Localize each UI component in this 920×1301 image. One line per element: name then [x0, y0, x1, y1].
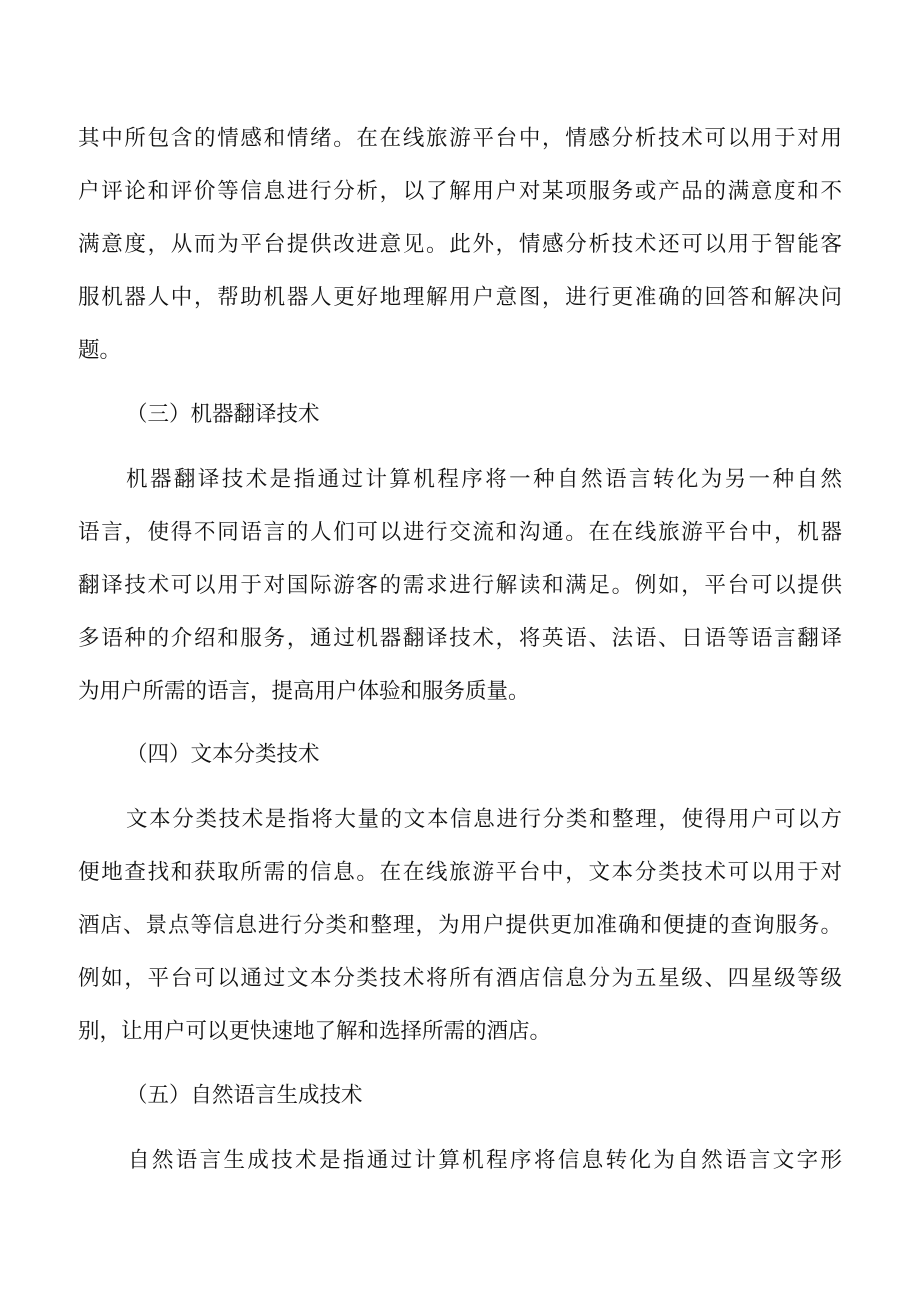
paragraph-line: 便地查找和获取所需的信息。在在线旅游平台中，文本分类技术可以用于对	[78, 860, 842, 885]
section-heading: （三）机器翻译技术	[126, 402, 320, 427]
paragraph-line: 文本分类技术是指将大量的文本信息进行分类和整理，使得用户可以方	[126, 807, 842, 832]
paragraph-line: 自然语言生成技术是指通过计算机程序将信息转化为自然语言文字形	[128, 1148, 842, 1173]
paragraph-line: 例如，平台可以通过文本分类技术将所有酒店信息分为五星级、四星级等级	[78, 966, 842, 991]
paragraph-line: 满意度，从而为平台提供改进意见。此外，情感分析技术还可以用于智能客	[78, 232, 842, 257]
paragraph-line: 多语种的介绍和服务，通过机器翻译技术，将英语、法语、日语等语言翻译	[78, 626, 842, 651]
paragraph-line: 语言，使得不同语言的人们可以进行交流和沟通。在在线旅游平台中，机器	[78, 520, 842, 545]
section-heading: （五）自然语言生成技术	[126, 1083, 363, 1108]
paragraph-line: 户评论和评价等信息进行分析，以了解用户对某项服务或产品的满意度和不	[78, 179, 842, 204]
paragraph-line: 题。	[78, 338, 122, 363]
section-heading: （四）文本分类技术	[126, 742, 320, 767]
paragraph-line: 别，让用户可以更快速地了解和选择所需的酒店。	[78, 1019, 552, 1044]
paragraph-line: 为用户所需的语言，提高用户体验和服务质量。	[78, 679, 530, 704]
paragraph-line: 翻译技术可以用于对国际游客的需求进行解读和满足。例如，平台可以提供	[78, 573, 842, 598]
paragraph-line: 服机器人中，帮助机器人更好地理解用户意图，进行更准确的回答和解决问	[78, 285, 842, 310]
paragraph-line: 其中所包含的情感和情绪。在在线旅游平台中，情感分析技术可以用于对用	[78, 126, 842, 151]
paragraph-line: 机器翻译技术是指通过计算机程序将一种自然语言转化为另一种自然	[126, 467, 842, 492]
paragraph-line: 酒店、景点等信息进行分类和整理，为用户提供更加准确和便捷的查询服务。	[78, 913, 842, 938]
